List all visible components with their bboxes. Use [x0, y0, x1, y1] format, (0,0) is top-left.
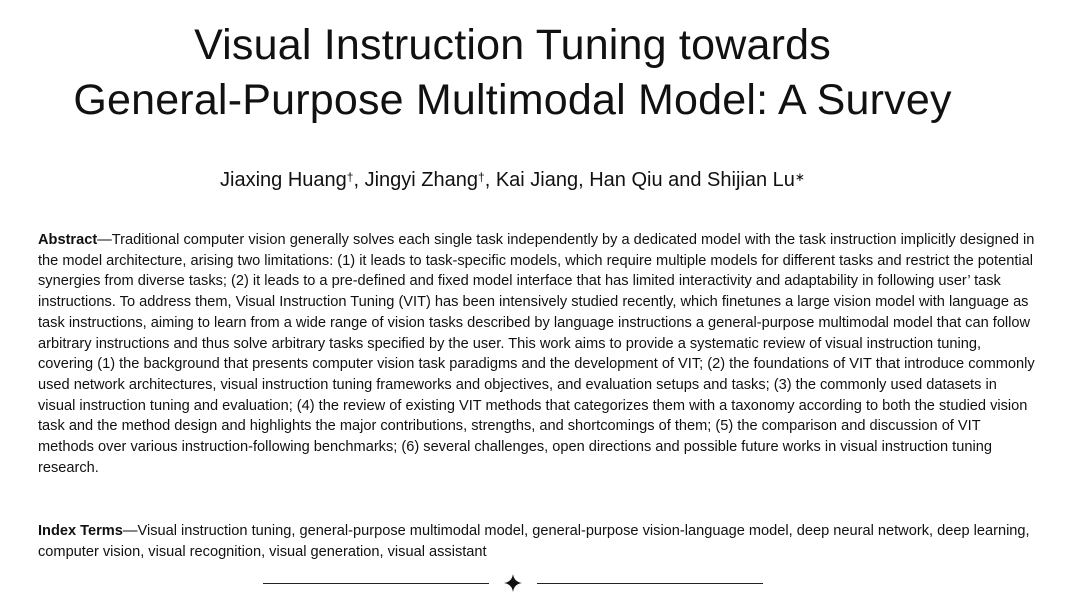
author-name: Jingyi Zhang — [364, 169, 478, 191]
paper-title — [0, 18, 1025, 128]
paper-title-line-1: Visual Instruction Tuning towards — [194, 21, 831, 69]
index-terms — [38, 521, 1038, 562]
four-point-star-icon — [489, 571, 537, 595]
author-names-rest: Kai Jiang, Han Qiu and Shijian Lu — [495, 169, 795, 191]
author-list: Jiaxing Huang†, Jingyi Zhang†, Kai Jiang, Han Qiu and Shijian Lu∗ — [220, 169, 805, 191]
paper-title-line-2: General-Purpose Multimodal Model: A Survey — [73, 76, 952, 124]
author-name: Jiaxing Huang — [220, 169, 347, 191]
index-terms-label: Index Terms — [38, 523, 123, 539]
index-terms-text: —Visual instruction tuning, general-purpose multimodal model, general-purpose vision-language model, deep neural network, deep learning, computer vision, visual recognition, visual generation, visual assistant — [38, 523, 1030, 560]
abstract — [38, 230, 1038, 478]
section-divider — [0, 571, 1025, 595]
corresponding-author-mark: ∗ — [794, 170, 805, 184]
equal-contribution-mark: † — [346, 170, 354, 184]
divider-rule-left — [263, 583, 489, 584]
equal-contribution-mark: † — [478, 170, 485, 184]
abstract-label: Abstract — [38, 232, 98, 248]
divider-rule-right — [537, 583, 763, 584]
abstract-text: —Traditional computer vision generally solves each single task independently by a dedicated model with the task instruction implicitly designed in the model architecture, arising two limitations: (1) it leads to task-specific models, which require multiple models for different tasks and restrict the potential synergies from diverse tasks; (2) it leads to a pre-defined and fixed model interface that has limited interactivity and adaptability in following user’ task instructions. To address them, Visual Instruction Tuning (VIT) has been intensively studied recently, which finetunes a large vision model with language as task instructions, aiming to learn from a wide range of vision tasks described by language instructions a general-purpose multimodal model that can follow arbitrary instructions and thus solve arbitrary tasks specified by the user. This work aims to provide a systematic review of visual instruction tuning, covering (1) the background that presents computer vision task paradigms and the development of VIT; (2) the foundations of VIT that introduce commonly used network architectures, visual instruction tuning frameworks and objectives, and evaluation setups and tasks; (3) the commonly used datasets in visual instruction tuning and evaluation; (4) the review of existing VIT methods that categorizes them with a taxonomy according to both the studied vision task and the method design and highlights the major contributions, strengths, and shortcomings of them; (5) the comparison and discussion of VIT methods over various instruction-following benchmarks; (6) several challenges, open directions and possible future works in visual instruction tuning research. — [38, 232, 1035, 476]
